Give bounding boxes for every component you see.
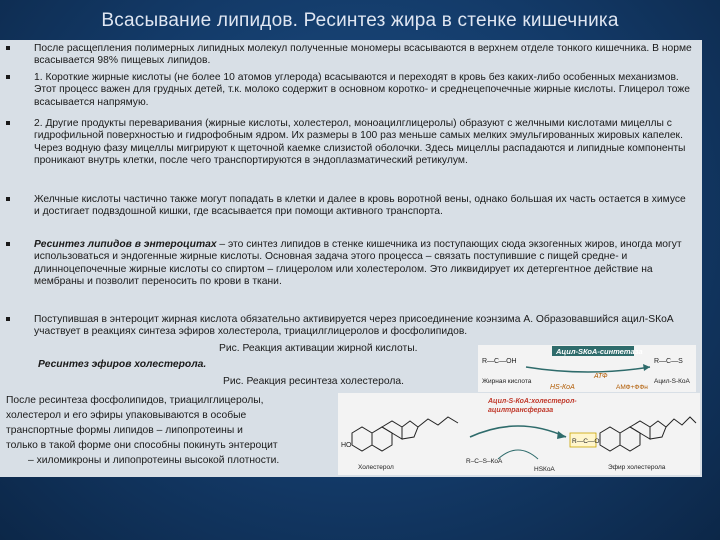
cholesterol-label: Холестерол <box>358 464 394 471</box>
amp-label: АМФ+ФФн <box>616 384 648 391</box>
bullet-marker <box>6 197 10 201</box>
left-label: Жирная кислота <box>482 378 532 385</box>
figure-esterification <box>338 393 700 475</box>
substrate-label: R–C–S–КоА <box>466 458 503 465</box>
slide-title: Всасывание липидов. Ресинтез жира в стенке кишечника <box>101 10 619 31</box>
bottom-line: только в такой форме они способны покинуть энтероцит <box>6 440 278 451</box>
bullet-text: 2. Другие продукты переваривания (жирные кислоты, холестерол, моноацилглицеролы) образуют с желчными кислотами мицеллы с гидрофильной поверхностью и гидрофобным ядром. Их размеры в 100 раз меньше самых мелких эмульгированных жировых капелек. Через водную фазу мицеллы мигрируют к щеточной каемке слизистой оболочки. Здесь мицеллы распадаются и липидные компоненты проникают внутрь клетки, после чего транспортируются в эндоплазматический ретикулум. <box>34 118 686 167</box>
enzyme-label: Ацил-SКоА-синтетаза <box>556 347 643 356</box>
bullet-marker <box>6 317 10 321</box>
figure-caption-resynthesis: Рис. Реакция ресинтеза холестерола. <box>223 376 404 387</box>
left-formula-label: R—C—OH <box>482 358 517 365</box>
enzyme-label-line1: Ацил-S-КоА:холестерол- <box>488 398 577 405</box>
cholesterol-structure <box>352 417 458 451</box>
main-arrow <box>526 367 650 372</box>
bullet-marker <box>6 75 10 79</box>
bullet-item <box>34 43 694 68</box>
main-arrow-head <box>557 431 566 439</box>
bullet-lead: Ресинтез липидов в энтероцитах <box>34 239 217 250</box>
atp-label: АТФ <box>594 373 608 380</box>
enzyme-label-line2: ацилтрансфераза <box>488 407 554 414</box>
bullet-item <box>34 118 694 168</box>
product-label: HSКоА <box>534 466 555 473</box>
bottom-line: транспортные формы липидов – липопротеины и <box>6 425 243 436</box>
hydroxyl-label: HO <box>341 442 352 449</box>
activation-reaction-diagram <box>478 345 696 392</box>
bullet-text: 1. Короткие жирные кислоты (не более 10 атомов углерода) всасываются и переходят в кровь без каких-либо особенных механизмов. Этот процесс важен для грудных детей, т.к. молоко содержит в основном коротко- и среднецепочечные жирные кислоты. Глицерол тоже всасывается напрямую. <box>34 72 690 108</box>
side-arrow <box>498 450 538 459</box>
bullet-item <box>34 239 694 289</box>
bullet-text: Поступившая в энтероцит жирная кислота обязательно активируется через присоединение коэнзима А. Образовавшийся ацил-SКоА участвует в реакциях синтеза эфиров холестерола, триацилглицеролов и фосфолипидов. <box>34 314 674 338</box>
bullet-text: Желчные кислоты частично также могут попадать в клетки и далее в кровь воротной вены, однако большая их часть остается в химусе и достигает подвздошной кишки, где всасывается при помощи активного транспорта. <box>34 194 686 218</box>
bottom-line: – хиломикроны и липопротеины высокой плотности. <box>28 455 280 466</box>
text-panel <box>0 40 702 477</box>
right-formula-label: R—C—S <box>654 358 683 365</box>
main-arrow <box>470 426 566 437</box>
bottom-paragraph <box>6 393 346 468</box>
bullet-marker <box>6 46 10 50</box>
bottom-line: холестерол и его эфиры упаковываются в особые <box>6 410 247 421</box>
bullet-item <box>34 194 694 219</box>
bullet-text: – это синтез липидов в стенке кишечника из поступающих сюда экзогенных жиров, иногда могут использоваться и эндогенные жирные кислоты. Основная задача этого процесса – связать поступившие с пищей средне- и длинноцепочечные жирные кислоты со спиртом – глицеролом или холестеролом. Это ликвидирует их детергентное действие на мембраны и позволит переносить по крови в ткани. <box>34 239 682 288</box>
ester-group-label: R—C—O <box>572 438 600 445</box>
bullet-text: После расщепления полимерных липидных молекул полученные мономеры всасываются в верхнем отделе тонкого кишечника. В норме всасывается 98% пищевых липидов. <box>34 43 692 67</box>
right-label: Ацил-S-КоА <box>654 378 690 385</box>
bullet-item <box>34 72 694 109</box>
main-arrow-head <box>643 364 650 371</box>
esterification-reaction-diagram <box>338 393 700 475</box>
cofactor-label: HS-КоА <box>550 384 575 391</box>
figure-activation <box>478 345 696 392</box>
bullet-marker <box>6 242 10 246</box>
cholesterol-ester-structure <box>600 417 696 451</box>
section-heading: Ресинтез эфиров холестерола. <box>38 359 207 370</box>
bottom-line: После ресинтеза фосфолипидов, триацилглицеролы, <box>6 395 264 406</box>
figure-caption-activation: Рис. Реакция активации жирной кислоты. <box>219 343 418 354</box>
ester-label: Эфир холестерола <box>608 464 666 471</box>
bullet-marker <box>6 121 10 125</box>
bullet-item <box>34 314 694 339</box>
